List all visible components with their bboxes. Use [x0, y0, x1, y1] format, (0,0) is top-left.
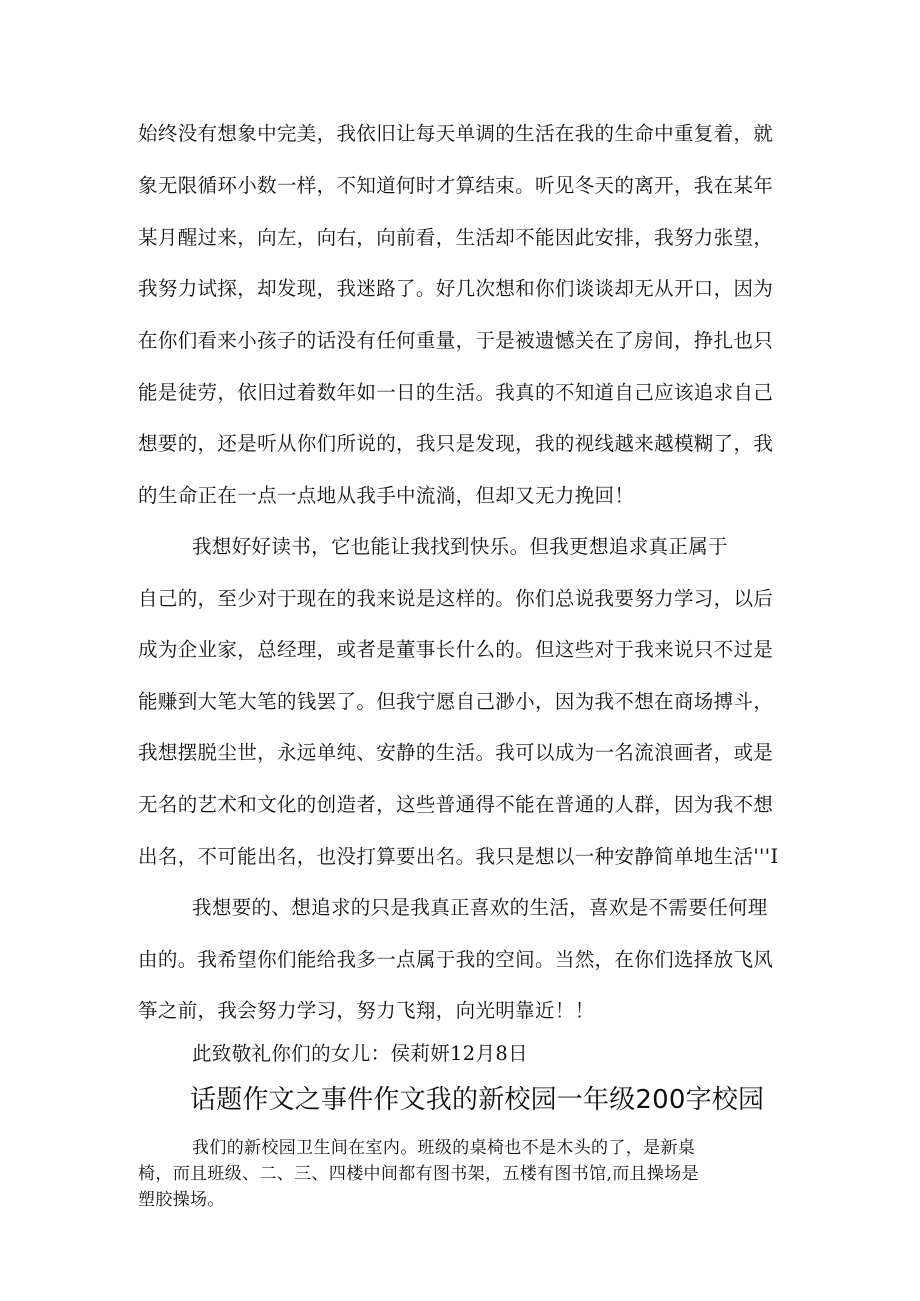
letter-line: 想要的，还是听从你们所说的，我只是发现，我的视线越来越模糊了，我 [138, 432, 774, 455]
essay-line: 我们的新校园卫生间在室内。班级的桌椅也不是木头的了，是新桌 [192, 1138, 696, 1158]
letter-line: 在你们看来小孩子的话没有任何重量，于是被遗憾关在了房间，挣扎也只 [138, 329, 774, 352]
letter-line: 始终没有想象中完美，我依旧让每天单调的生活在我的生命中重复着，就 [138, 122, 774, 145]
letter-line: 出名，不可能出名，也没打算要出名。我只是想以一种安静简单地生活'''I [138, 845, 779, 868]
letter-line: 能赚到大笔大笔的钱罢了。但我宁愿自己渺小，因为我不想在商场搏斗， [138, 690, 774, 713]
letter-line: 的生命正在一点一点地从我手中流淌，但却又无力挽回！ [138, 484, 635, 507]
letter-line: 无名的艺术和文化的创造者，这些普通得不能在普通的人群，因为我不想 [138, 793, 774, 816]
letter-line: 能是徒劳，依旧过着数年如一日的生活。我真的不知道自己应该追求自己 [138, 381, 774, 404]
letter-closing: 此致敬礼你们的女儿：侯莉妍12月8日 [192, 1042, 529, 1065]
letter-line: 成为企业家，总经理，或者是董事长什么的。但这些对于我来说只不过是 [138, 638, 774, 661]
essay-line: 椅，而且班级、二、三、四楼中间都有图书架，五楼有图书馆,而且操场是 [138, 1164, 699, 1184]
letter-line: 筝之前，我会努力学习，努力飞翔，向光明靠近！！ [138, 999, 595, 1022]
letter-line: 自己的，至少对于现在的我来说是这样的。你们总说我要努力学习，以后 [138, 587, 774, 610]
letter-paragraph-start: 我想好好读书，它也能让我找到快乐。但我更想追求真正属于 [192, 535, 728, 558]
letter-line: 某月醒过来，向左，向右，向前看，生活却不能因此安排，我努力张望， [138, 226, 774, 249]
letter-line: 由的。我希望你们能给我多一点属于我的空间。当然，在你们选择放飞风 [138, 948, 774, 971]
letter-line: 象无限循环小数一样，不知道何时才算结束。听见冬天的离开，我在某年 [138, 174, 774, 197]
essay-line: 塑胶操场。 [138, 1190, 225, 1210]
letter-paragraph-start: 我想要的、想追求的只是我真正喜欢的生活，喜欢是不需要任何理 [192, 896, 768, 919]
letter-line: 我努力试探，却发现，我迷路了。好几次想和你们谈谈却无从开口，因为 [138, 277, 774, 300]
essay-title: 话题作文之事件作文我的新校园一年级200字校园 [190, 1085, 765, 1115]
letter-line: 我想摆脱尘世，永远单纯、安静的生活。我可以成为一名流浪画者，或是 [138, 741, 774, 764]
